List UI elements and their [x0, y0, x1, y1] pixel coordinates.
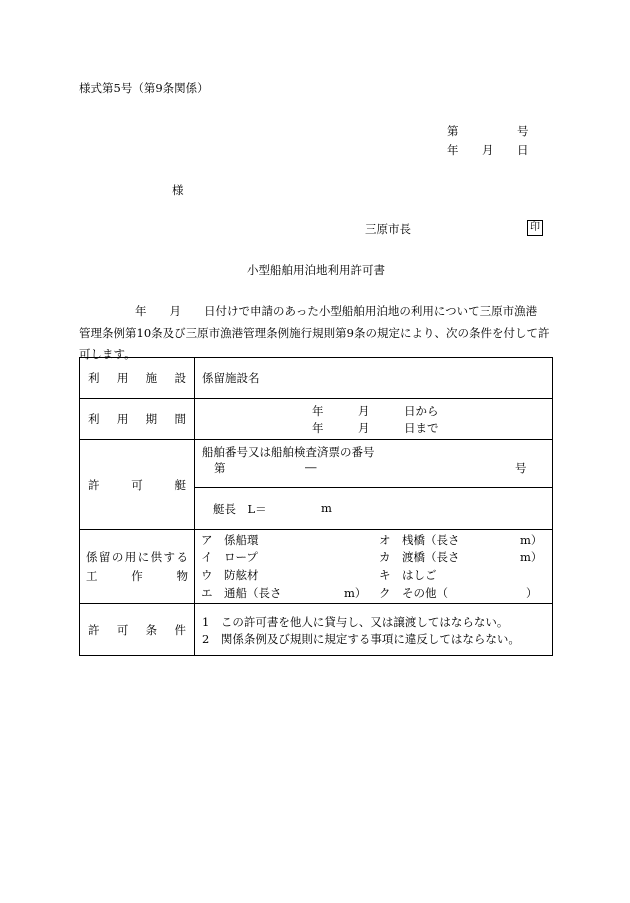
boat-label-char: 可 — [131, 477, 143, 492]
boat-length-unit: m — [321, 501, 332, 515]
structure-e: エ 通船（長さ — [201, 586, 282, 600]
boat-number-label: 船舶番号又は船舶検査済票の番号 — [202, 445, 375, 459]
structures-label-char: の — [111, 550, 124, 564]
conditions-label-char: 許 — [88, 622, 100, 637]
structures-label-char: 係 — [86, 550, 98, 564]
period-label-char: 利 — [88, 412, 100, 426]
structures-label — [80, 530, 195, 604]
structure-u: ウ 防舷材 — [201, 568, 259, 582]
structures-label-char: 供 — [150, 550, 163, 564]
structure-ka-unit: m） — [520, 550, 543, 564]
period-month-2: 月 — [358, 421, 370, 435]
issuer-name: 三原市長 — [365, 222, 411, 236]
addressee-suffix: 様 — [172, 183, 184, 197]
period-year-2: 年 — [312, 421, 324, 435]
body-month: 月 — [169, 304, 181, 318]
period-label-char: 用 — [116, 412, 129, 426]
period-month-1: 月 — [358, 404, 370, 418]
conditions-label-char: 条 — [145, 622, 158, 637]
period-label-char: 期 — [145, 412, 158, 426]
conditions-cell — [195, 604, 553, 656]
facility-label-char: 用 — [116, 371, 129, 385]
structure-ki: キ はしご — [379, 568, 437, 582]
issue-year: 年 — [447, 143, 459, 157]
permit-table — [79, 357, 553, 656]
condition-1: 1 この許可書を他人に貸与し、又は譲渡してはならない。 — [202, 615, 509, 629]
seal-mark: 印 — [527, 220, 543, 236]
conditions-label — [80, 604, 195, 656]
body-year: 年 — [135, 304, 147, 318]
boat-number-cell — [195, 440, 553, 488]
structure-ku-close: ） — [526, 586, 538, 600]
issue-number-suffix: 号 — [517, 124, 529, 138]
facility-label-char: 利 — [88, 371, 100, 385]
conditions-label-char: 可 — [116, 622, 129, 637]
structure-o-unit: m） — [520, 533, 543, 547]
period-label-char: 間 — [174, 412, 186, 426]
structures-label-char: に — [137, 550, 150, 564]
issue-day: 日 — [517, 143, 529, 157]
row-period — [80, 399, 553, 440]
body-line-3: 可します。 — [79, 347, 136, 361]
body-text-1: 日付けで申請のあった小型船舶用泊地の利用について三原市漁港 — [204, 304, 538, 318]
structures-label-char: る — [176, 550, 188, 564]
condition-2: 2 関係条例及び規則に規定する事項に違反してはならない。 — [202, 632, 520, 646]
row-boat-number — [80, 440, 553, 488]
row-structures — [80, 530, 553, 604]
facility-label-char: 設 — [174, 371, 186, 385]
form-number: 様式第5号（第9条関係） — [79, 81, 209, 95]
period-to: 日まで — [404, 421, 439, 435]
period-value-cell — [195, 399, 553, 440]
structures-label-char: 留 — [98, 550, 111, 564]
boat-number-dash: ― — [305, 460, 317, 474]
structures-label-char: 工 — [86, 569, 98, 583]
issue-number-prefix: 第 — [447, 124, 459, 138]
period-label — [80, 399, 195, 440]
conditions-label-char: 件 — [174, 622, 186, 637]
row-facility — [80, 358, 553, 399]
document-title: 小型船舶用泊地利用許可書 — [247, 263, 385, 277]
body-line-1 — [79, 301, 553, 323]
facility-label-char: 施 — [145, 371, 158, 385]
body-line-2: 管理条例第10条及び三原市漁港管理条例施行規則第9条の規定により、次の条件を付して許 — [79, 325, 550, 340]
boat-length-label: 艇長 L＝ — [213, 502, 267, 516]
boat-number-prefix: 第 — [214, 461, 226, 475]
issue-month: 月 — [482, 143, 494, 157]
body-paragraph — [79, 301, 553, 366]
structure-ku: ク その他（ — [379, 586, 448, 600]
structure-o: オ 桟橋（長さ — [379, 533, 460, 547]
structure-a: ア 係船環 — [201, 533, 259, 547]
facility-value-cell — [195, 358, 553, 399]
structures-label-char: 用 — [124, 550, 137, 564]
structures-label-char: 物 — [176, 569, 188, 583]
structures-cell — [195, 530, 553, 604]
structure-ka: カ 渡橋（長さ — [379, 550, 460, 564]
structure-i: イ ロープ — [201, 550, 258, 564]
boat-label-char: 艇 — [174, 477, 186, 492]
boat-label — [80, 440, 195, 530]
boat-number-suffix: 号 — [515, 461, 527, 475]
period-year-1: 年 — [312, 404, 324, 418]
boat-label-char: 許 — [88, 477, 100, 492]
facility-value: 係留施設名 — [202, 371, 260, 385]
structures-label-char: す — [163, 550, 176, 564]
boat-length-cell — [195, 488, 553, 530]
facility-label — [80, 358, 195, 399]
structure-e-unit: m） — [344, 586, 367, 600]
period-from: 日から — [404, 404, 439, 418]
row-conditions — [80, 604, 553, 656]
structures-label-char: 作 — [131, 569, 143, 583]
